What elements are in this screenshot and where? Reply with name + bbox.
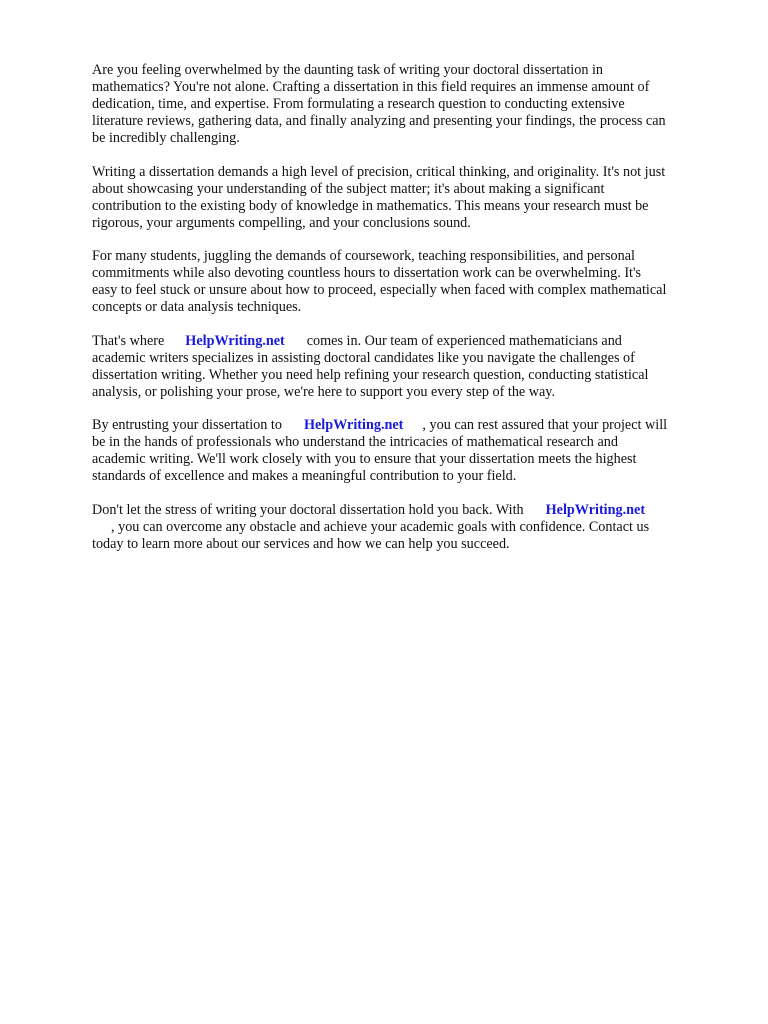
paragraph-closing [92, 502, 724, 553]
text-line [92, 417, 724, 434]
text-line: Are you feeling overwhelmed by the daunting task of writing your doctoral dissertation in [92, 62, 604, 78]
text-line: For many students, juggling the demands of coursework, teaching responsibilities, and personal [92, 248, 635, 264]
text-line: academic writing. We'll work closely with you to ensure that your dissertation meets the highest [92, 451, 637, 467]
text-line: about showcasing your understanding of the subject matter; it's about making a significant [92, 180, 605, 197]
lead-text: Don't let the stress of writing your doctoral dissertation hold you back. With [92, 501, 524, 518]
paragraph-trust [92, 417, 724, 485]
lead-text: That's where [92, 332, 165, 349]
tail-text: , you can rest assured that your project will [422, 417, 668, 433]
text-line: commitments while also devoting countless hours to dissertation work can be overwhelming. It's [92, 265, 642, 281]
text-line [92, 333, 724, 350]
text-line: concepts or data analysis techniques. [92, 299, 302, 315]
text-line: academic writers specializes in assisting doctoral candidates like you navigate the challenges of [92, 349, 635, 366]
helpwriting-link[interactable]: HelpWriting.net [185, 332, 285, 349]
text-line: be in the hands of professionals who understand the intricacies of mathematical research and [92, 434, 618, 450]
helpwriting-link[interactable]: HelpWriting.net [545, 501, 646, 518]
lead-text: By entrusting your dissertation to [92, 417, 282, 433]
text-line: dedication, time, and expertise. From formulating a research question to conducting extensive [92, 96, 625, 112]
text-line: dissertation writing. Whether you need help refining your research question, conducting statistical [92, 366, 649, 383]
text-line: easy to feel stuck or unsure about how to proceed, especially when faced with complex mathematical [92, 282, 667, 298]
text-line: mathematics? You're not alone. Crafting a dissertation in this field requires an immense amount of [92, 79, 650, 95]
helpwriting-link[interactable]: HelpWriting.net [303, 417, 404, 433]
text-line [92, 519, 724, 536]
text-line: Writing a dissertation demands a high level of precision, critical thinking, and originality. It's not just [92, 163, 666, 180]
paragraph-struggles [92, 248, 724, 316]
tail-text: comes in. Our team of experienced mathematicians and [306, 332, 622, 349]
paragraph-service [92, 333, 724, 401]
text-line: standards of excellence and makes a meaningful contribution to your field. [92, 468, 517, 484]
text-line: today to learn more about our services and how we can help you succeed. [92, 535, 510, 552]
paragraph-demands [92, 164, 724, 232]
text-line: analysis, or polishing your prose, we're here to support you every step of the way. [92, 383, 556, 400]
text-line: literature reviews, gathering data, and finally analyzing and presenting your findings, the process can [92, 113, 666, 129]
paragraph-intro [92, 62, 724, 147]
tail-text: , you can overcome any obstacle and achieve your academic goals with confidence. Contact us [111, 518, 650, 535]
text-line: be incredibly challenging. [92, 130, 240, 146]
text-line: rigorous, your arguments compelling, and your conclusions sound. [92, 214, 471, 231]
text-line [92, 502, 724, 519]
text-line: contribution to the existing body of knowledge in mathematics. This means your research must be [92, 197, 649, 214]
document-page [92, 62, 724, 569]
